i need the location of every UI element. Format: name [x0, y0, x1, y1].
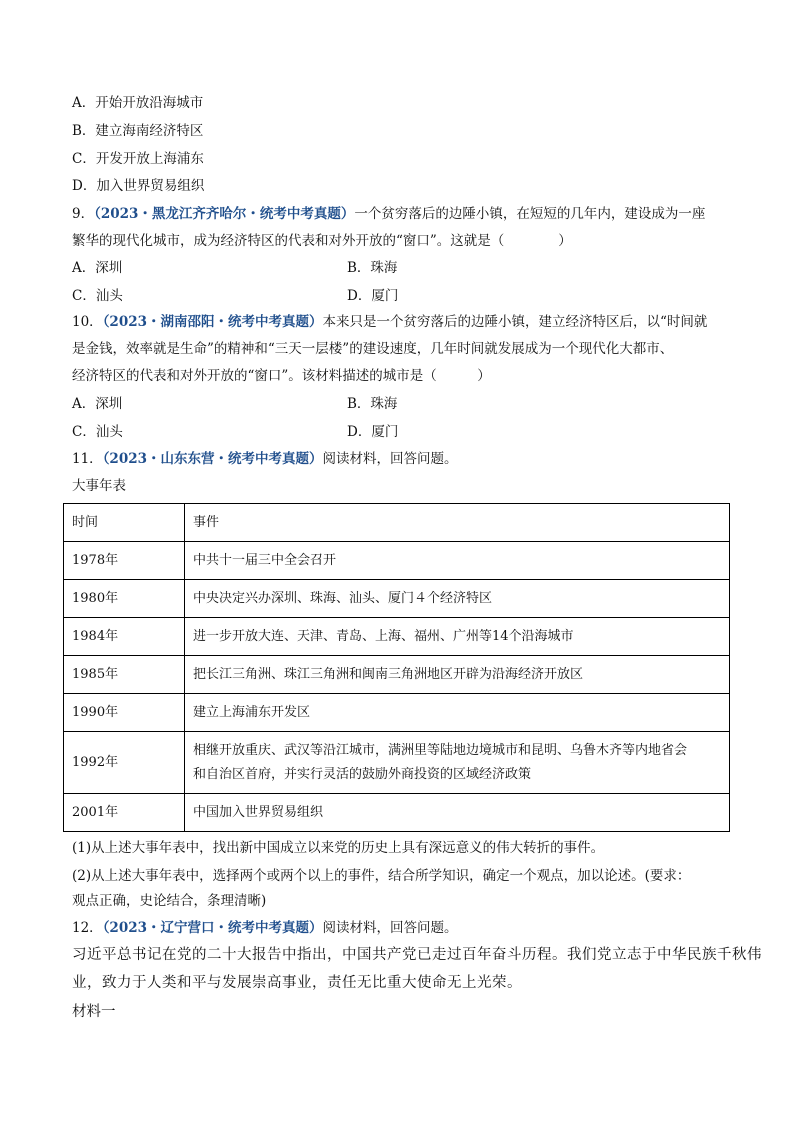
table-cell-event: 把长江三角洲、珠江三角洲和闽南三角洲地区开辟为沿海经济开放区: [185, 656, 730, 694]
q12-stem: [72, 918, 458, 938]
table-cell-event: 进一步开放大连、天津、青岛、上海、福州、广州等14个沿海城市: [185, 618, 730, 656]
q9-text: 一个贫穷落后的边陲小镇，在短短的几年内，建设成为一座: [354, 206, 706, 222]
table-cell-event: 中国加入世界贸易组织: [185, 794, 730, 832]
q10-option-d: D．厦门: [347, 424, 399, 440]
table-cell-event-multiline: [185, 732, 730, 794]
q10-source-tag: （2023・湖南邵阳・统考中考真题）: [102, 314, 323, 330]
q11-number: 11．: [72, 451, 103, 467]
table-row: [64, 542, 730, 580]
q12-material-label: 材料一: [72, 1004, 116, 1020]
q9-option-d: D．厦门: [347, 288, 399, 304]
table-cell-line: 和自治区首府，并实行灵活的鼓励外商投资的区域经济政策: [193, 766, 532, 782]
q11-subquestion-2-line1: (2)从上述大事年表中，选择两个或两个以上的事件，结合所学知识，确定一个观点，加以论述。(要求：: [72, 868, 691, 884]
q12-source-tag: （2023・辽宁营口・统考中考真题）: [102, 920, 323, 936]
q9-option-a: A．深圳: [72, 260, 123, 276]
q12-prompt: 阅读材料，回答问题。: [322, 920, 458, 936]
q11-prompt: 阅读材料，回答问题。: [322, 451, 458, 467]
q11-source-tag: （2023・山东东营・统考中考真题）: [102, 451, 323, 467]
table-row: [64, 694, 730, 732]
q11-stem: [72, 449, 458, 469]
table-cell-event: 中央决定兴办深圳、珠海、汕头、厦门４个经济特区: [185, 580, 730, 618]
q9-option-c: C．汕头: [72, 288, 123, 304]
table-cell-year: 1985年: [64, 656, 185, 694]
q8-option-d: D．加入世界贸易组织: [72, 178, 205, 194]
q10-stem-line3: 经济特区的代表和对外开放的“窗口”。该材料描述的城市是（ ）: [72, 368, 491, 384]
q8-option-c: C．开发开放上海浦东: [72, 151, 204, 167]
table-header-time: 时间: [64, 504, 185, 542]
q8-option-a: A．开始开放沿海城市: [72, 95, 204, 111]
table-cell-year: 1984年: [64, 618, 185, 656]
table-cell-year: 1990年: [64, 694, 185, 732]
table-cell-year: 2001年: [64, 794, 185, 832]
table-title: 大事年表: [72, 478, 126, 494]
events-table: [63, 503, 730, 832]
table-header-event: 事件: [185, 504, 730, 542]
q10-option-a: A．深圳: [72, 396, 123, 412]
table-row: [64, 732, 730, 794]
q12-paragraph-line2: 业，致力于人类和平与发展崇高事业，责任无比重大使命无上光荣。: [72, 975, 522, 991]
q10-option-c: C．汕头: [72, 424, 123, 440]
q9-option-b: B．珠海: [347, 260, 398, 276]
q10-option-b: B．珠海: [347, 396, 398, 412]
table-row: [64, 580, 730, 618]
q9-source-tag: （2023・黑龙江齐齐哈尔・统考中考真题）: [94, 206, 355, 222]
q10-stem-line2: 是金钱，效率就是生命”的精神和“三天一层楼”的建设速度，几年时间就发展成为一个现代化大都市、: [72, 341, 674, 357]
table-cell-year: 1992年: [64, 732, 185, 794]
q8-option-b: B．建立海南经济特区: [72, 123, 204, 139]
table-cell-event: 中共十一届三中全会召开: [185, 542, 730, 580]
q9-number: 9．: [72, 206, 95, 222]
table-cell-event: 建立上海浦东开发区: [185, 694, 730, 732]
q9-stem-line2: 繁华的现代化城市，成为经济特区的代表和对外开放的“窗口”。这就是（ ）: [72, 233, 572, 249]
q11-subquestion-1: (1)从上述大事年表中，找出新中国成立以来党的历史上具有深远意义的伟大转折的事件。: [72, 840, 605, 856]
table-header-row: [64, 504, 730, 542]
table-row: [64, 618, 730, 656]
q12-number: 12．: [72, 920, 103, 936]
q10-number: 10．: [72, 314, 103, 330]
q11-subquestion-2-line2: 观点正确，史论结合，条理清晰): [72, 893, 267, 909]
table-cell-year: 1978年: [64, 542, 185, 580]
q9-stem-line1: [72, 204, 705, 224]
q12-paragraph-line1: 习近平总书记在党的二十大报告中指出，中国共产党已走过百年奋斗历程。我们党立志于中华民族千秋伟: [72, 947, 762, 963]
table-row: [64, 794, 730, 832]
table-cell-line: 相继开放重庆、武汉等沿江城市，满洲里等陆地边境城市和昆明、乌鲁木齐等内地省会: [193, 742, 688, 758]
table-cell-year: 1980年: [64, 580, 185, 618]
q10-text: 本来只是一个贫穷落后的边陲小镇，建立经济特区后，以“时间就: [322, 314, 708, 330]
table-row: [64, 656, 730, 694]
q10-stem-line1: [72, 312, 707, 332]
